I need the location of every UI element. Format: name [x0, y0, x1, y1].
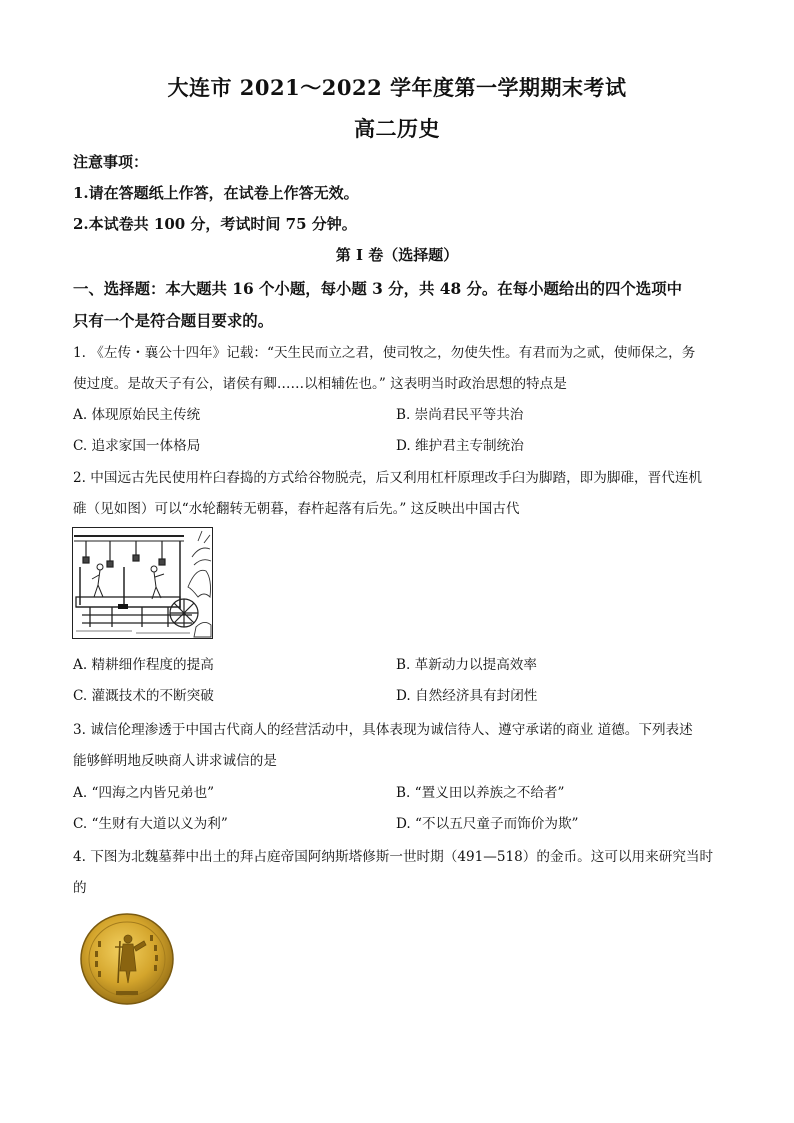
gold-coin-image	[78, 911, 176, 1007]
volume-title: 第 I 卷（选择题）	[335, 246, 459, 264]
trip-hammer-illustration	[72, 527, 213, 639]
notice-item: 1.请在答题纸上作答，在试卷上作答无效。	[73, 184, 359, 202]
question-2-option-c[interactable]: C. 灌溉技术的不断突破	[73, 688, 214, 704]
question-3-option-b[interactable]: B. “置义田以养族之不给者”	[396, 785, 565, 801]
question-2-option-d[interactable]: D. 自然经济具有封闭性	[396, 688, 538, 704]
notice-heading: 注意事项：	[73, 153, 149, 171]
question-1-option-b[interactable]: B. 崇尚君民平等共治	[396, 407, 524, 423]
question-3-option-a[interactable]: A. “四海之内皆兄弟也”	[73, 785, 215, 801]
question-1-option-a[interactable]: A. 体现原始民主传统	[73, 407, 201, 423]
question-4-text: 4. 下图为北魏墓葬中出土的拜占庭帝国阿纳斯塔修斯一世时期（491—518）的金币。这可以用来研究当时	[73, 849, 714, 865]
question-1-text: 使过度。是故天子有公，诸侯有卿……以相辅佐也。” 这表明当时政治思想的特点是	[73, 376, 567, 392]
question-1-option-d[interactable]: D. 维护君主专制统治	[396, 438, 524, 454]
question-3-option-d[interactable]: D. “不以五尺童子而饰价为欺”	[396, 816, 579, 832]
section-instructions: 只有一个是符合题目要求的。	[73, 312, 274, 330]
question-1-text: 1. 《左传・襄公十四年》记载：“天生民而立之君，使司牧之，勿使失性。有君而为之贰，使师保之，务	[73, 345, 696, 361]
question-1-option-c[interactable]: C. 追求家国一体格局	[73, 438, 201, 454]
question-4-text: 的	[73, 880, 87, 896]
question-3-option-c[interactable]: C. “生财有大道以义为利”	[73, 816, 228, 832]
question-3-text: 3. 诚信伦理渗透于中国古代商人的经营活动中，具体表现为诚信待人、遵守承诺的商业 道德。下列表述	[73, 722, 693, 738]
question-2-text: 碓（见如图）可以“水轮翻转无朝暮，舂杵起落有后先。” 这反映出中国古代	[73, 501, 520, 517]
question-2-option-b[interactable]: B. 革新动力以提高效率	[396, 657, 537, 673]
exam-title: 大连市 2021～2022 学年度第一学期期末考试	[167, 75, 627, 100]
notice-item: 2.本试卷共 100 分，考试时间 75 分钟。	[73, 215, 357, 233]
question-2-text: 2. 中国远古先民使用杵臼舂捣的方式给谷物脱壳，后又利用杠杆原理改手臼为脚踏，即为脚碓，晋代连机	[73, 470, 703, 486]
section-instructions: 一、选择题：本大题共 16 个小题，每小题 3 分，共 48 分。在每小题给出的四个选项中	[73, 280, 682, 298]
exam-subject: 高二历史	[354, 116, 440, 141]
question-3-text: 能够鲜明地反映商人讲求诚信的是	[73, 753, 277, 769]
question-2-option-a[interactable]: A. 精耕细作程度的提高	[73, 657, 214, 673]
